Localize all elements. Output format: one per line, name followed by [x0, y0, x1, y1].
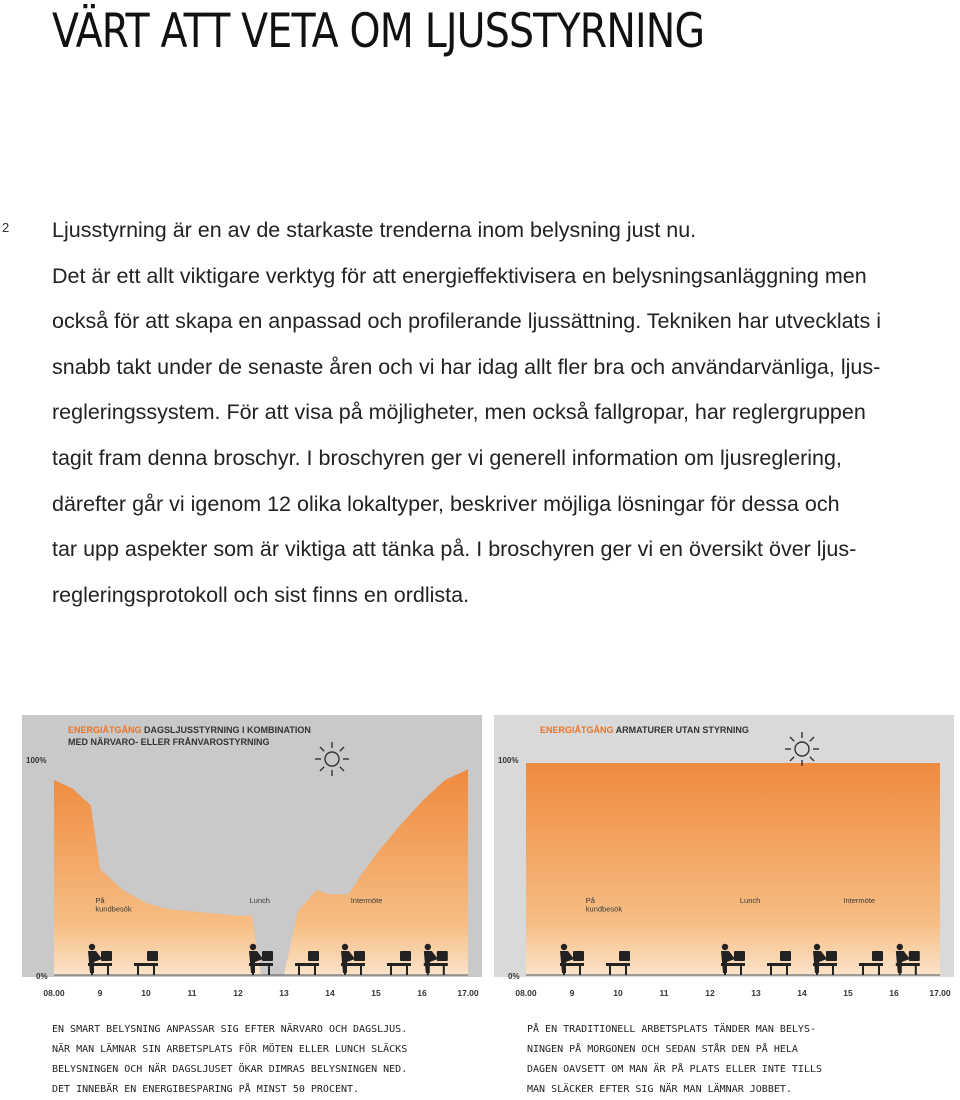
x-tick-label: 08.00 — [43, 988, 65, 998]
x-tick-label: 12 — [233, 988, 243, 998]
page-title: VÄRT ATT VETA OM LJUSSTYRNING — [52, 4, 705, 59]
x-tick-label: 13 — [751, 988, 761, 998]
caption-line: EN SMART BELYSNING ANPASSAR SIG EFTER NÄRVARO OCH DAGSLJUS. — [52, 1024, 408, 1035]
energy-chart-without-control — [494, 715, 954, 1005]
y-tick-label: 100% — [26, 756, 47, 765]
x-tick-label: 14 — [325, 988, 335, 998]
x-tick-label: 16 — [889, 988, 899, 998]
axis-band — [494, 977, 954, 1005]
x-tick-label: 9 — [97, 988, 103, 998]
intro-line: snabb takt under de senaste åren och vi har idag allt fler bra och användarvänliga, ljus- — [52, 354, 881, 379]
chart-title-line2: MED NÄRVARO- ELLER FRÅNVAROSTYRNING — [68, 737, 270, 747]
chart-annotation: Intermöte — [350, 895, 383, 905]
axis-band — [22, 977, 482, 1005]
x-tick-label: 12 — [705, 988, 715, 998]
x-tick-label: 11 — [659, 988, 669, 998]
caption-line: MAN SLÄCKER EFTER SIG NÄR MAN LÄMNAR JOBBET. — [527, 1084, 792, 1095]
chart-annotation: Intermöte — [843, 895, 876, 905]
x-tick-label: 13 — [279, 988, 289, 998]
x-tick-label: 15 — [843, 988, 853, 998]
x-tick-label: 17.00 — [929, 988, 951, 998]
intro-line: också för att skapa en anpassad och profilerande ljussättning. Tekniken har utvecklats i — [52, 309, 882, 334]
caption-line: DAGEN OAVSETT OM MAN ÄR PÅ PLATS ELLER INTE TILLS — [527, 1064, 823, 1075]
caption-line: DET INNEBÄR EN ENERGIBESPARING PÅ MINST 50 PROCENT. — [52, 1084, 360, 1095]
x-tick-label: 08.00 — [515, 988, 537, 998]
intro-line: regleringsprotokoll och sist finns en ordlista. — [52, 582, 470, 607]
x-tick-label: 10 — [613, 988, 623, 998]
caption-line: NINGEN PÅ MORGONEN OCH SEDAN STÅR DEN PÅ HELA — [527, 1044, 798, 1055]
page-number: 2 — [2, 220, 10, 235]
chart-title-line1 — [68, 725, 311, 735]
x-tick-label: 16 — [417, 988, 427, 998]
chart-title-rest: DAGSLJUSSTYRNING I KOMBINATION — [141, 725, 311, 735]
x-tick-label: 11 — [187, 988, 197, 998]
x-tick-label: 15 — [371, 988, 381, 998]
chart-title-accent: ENERGIÅTGÅNG — [540, 725, 614, 735]
y-tick-label: 0% — [36, 972, 48, 981]
energy-chart-with-control — [22, 715, 482, 1005]
x-tick-label: 14 — [797, 988, 807, 998]
intro-line: regleringssystem. För att visa på möjligheter, men också fallgropar, har reglergruppen — [52, 400, 866, 425]
caption-line: BELYSNINGEN OCH NÄR DAGSLJUSET ÖKAR DIMRAS BELYSNINGEN NED. — [52, 1064, 408, 1075]
y-tick-label: 0% — [508, 972, 520, 981]
energy-area — [526, 763, 940, 975]
chart-title-rest: ARMATURER UTAN STYRNING — [613, 725, 749, 735]
intro-line: Ljusstyrning är en av de starkaste trenderna inom belysning just nu. — [52, 218, 697, 242]
y-tick-label: 100% — [498, 756, 519, 765]
caption-line: PÅ EN TRADITIONELL ARBETSPLATS TÄNDER MAN BELYS- — [527, 1024, 816, 1035]
chart-annotation: kundbesök — [585, 904, 623, 914]
intro-line: Det är ett allt viktigare verktyg för att energieffektivisera en belysningsanläggning men — [52, 263, 867, 288]
caption-line: NÄR MAN LÄMNAR SIN ARBETSPLATS FÖR MÖTEN ELLER LUNCH SLÄCKS — [52, 1044, 408, 1055]
intro-line: tagit fram denna broschyr. I broschyren ger vi generell information om ljusreglering, — [52, 445, 842, 470]
chart-annotation: kundbesök — [95, 904, 132, 914]
intro-line: tar upp aspekter som är viktiga att tänka på. I broschyren ger vi en översikt över ljus- — [52, 537, 857, 562]
x-tick-label: 9 — [569, 988, 575, 998]
x-tick-label: 10 — [141, 988, 151, 998]
chart-annotation: Lunch — [249, 895, 270, 905]
x-tick-label: 17.00 — [457, 988, 479, 998]
intro-line: därefter går vi igenom 12 olika lokaltyper, beskriver möjliga lösningar för dessa och — [52, 491, 840, 516]
chart-title-line1 — [540, 725, 749, 735]
chart-annotation: På — [585, 895, 595, 905]
chart-annotation: Lunch — [739, 895, 761, 905]
chart-annotation: På — [95, 895, 105, 905]
caption-right — [527, 1020, 822, 1100]
chart-title-accent: ENERGIÅTGÅNG — [68, 725, 142, 735]
caption-left — [52, 1020, 407, 1100]
intro-paragraph — [52, 208, 932, 618]
